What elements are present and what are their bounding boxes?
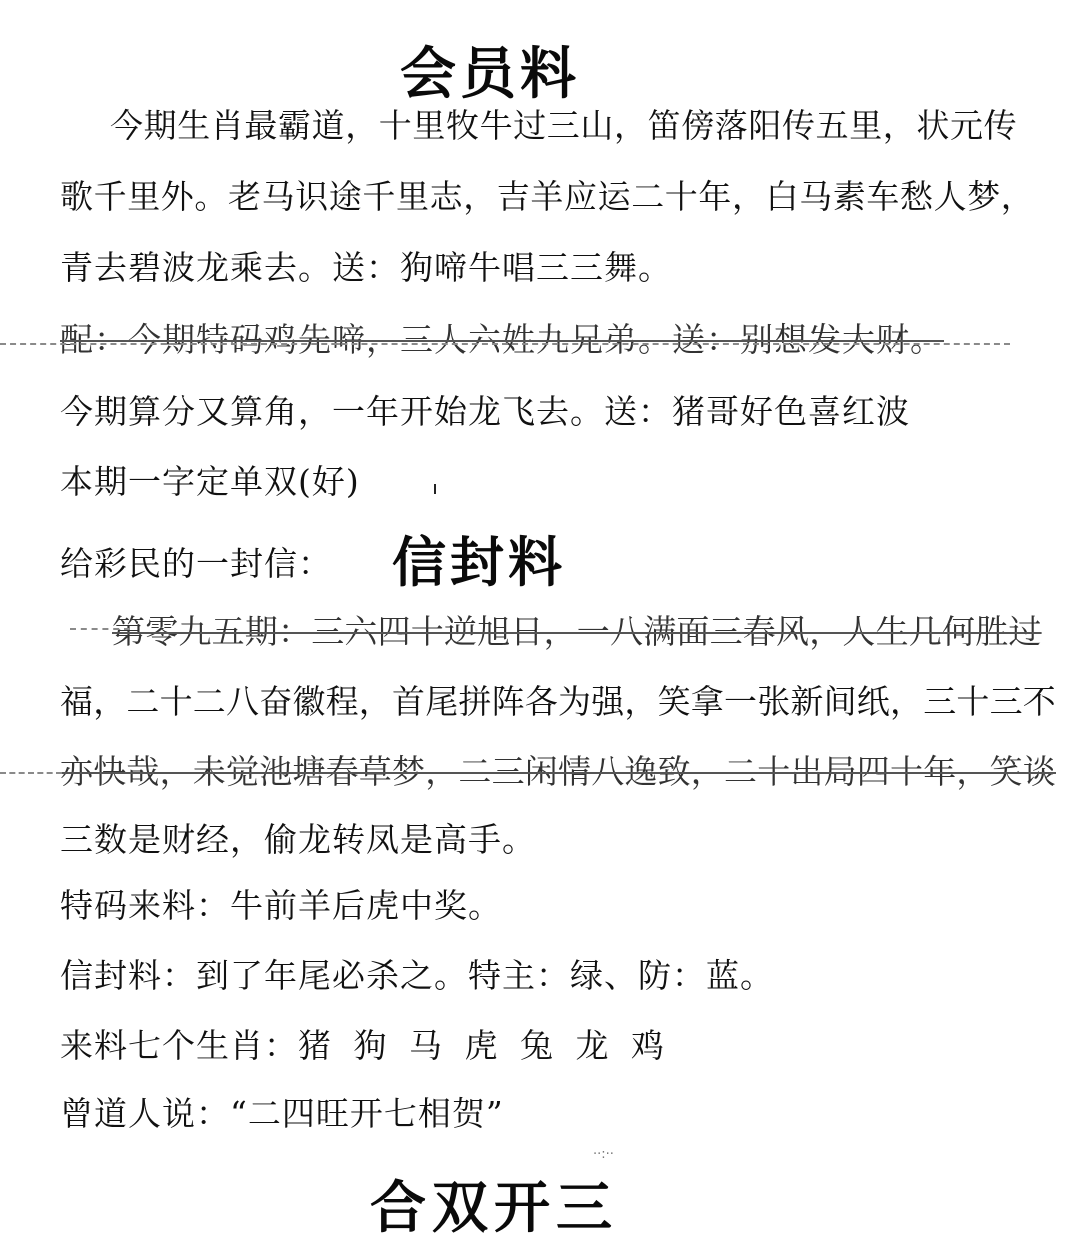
- scan-noise-line-2: [70, 628, 130, 630]
- scan-speck: [434, 484, 436, 494]
- bottom-heading: 合双开三: [370, 1175, 618, 1241]
- xinfeng-line: 信封料：到了年尾必杀之。特主：绿、防：蓝。: [60, 956, 774, 995]
- zeng-daoren-line: 曾道人说：“二四旺开七相贺”: [60, 1094, 504, 1133]
- paragraph-1-line-1: 今期生肖最霸道，十里牧牛过三山，笛傍落阳传五里，状元传: [110, 106, 1018, 145]
- scan-noise-line-1: [0, 343, 1010, 345]
- suanfen-line: 今期算分又算角，一年开始龙飞去。送：猪哥好色喜红波: [60, 392, 910, 431]
- paragraph-1-line-2: 歌千里外。老马识途千里志，吉羊应运二十年，白马素车愁人梦，: [60, 177, 1035, 216]
- paragraph-2-line-4: 三数是财经，偷龙转凤是高手。: [60, 820, 536, 859]
- tema-line: 特码来料：牛前羊后虎中奖。: [60, 886, 502, 925]
- danshuang-line: 本期一字定单双(好): [60, 462, 360, 501]
- paragraph-1-line-3: 青去碧波龙乘去。送：狗啼牛唱三三舞。: [60, 248, 672, 287]
- scan-noise-line-3: [0, 772, 62, 774]
- letter-label: 给彩民的一封信：: [60, 544, 332, 583]
- zodiac-line: 来料七个生肖：猪 狗 马 虎 兔 龙 鸡: [60, 1026, 665, 1065]
- letter-material-heading: 信封料: [392, 530, 566, 594]
- scan-artifact: ··:··: [593, 1147, 614, 1162]
- paragraph-2-line-2: 福，二十二八奋徽程，首尾拼阵各为强，笑拿一张新间纸，三十三不: [60, 682, 1056, 721]
- pei-line: 配：今期特码鸡先啼，三人六姓九兄弟。送：别想发大财。: [60, 320, 944, 359]
- paragraph-2-line-1: 第零九五期：三六四十逆旭日，一八满面三春风，人生几何胜过: [112, 612, 1042, 651]
- paragraph-2-line-3: 亦快哉，未觉池塘春草梦，二三闲情八逸致，二十出局四十年，笑谈: [60, 752, 1056, 791]
- member-material-title: 会员料: [400, 41, 580, 107]
